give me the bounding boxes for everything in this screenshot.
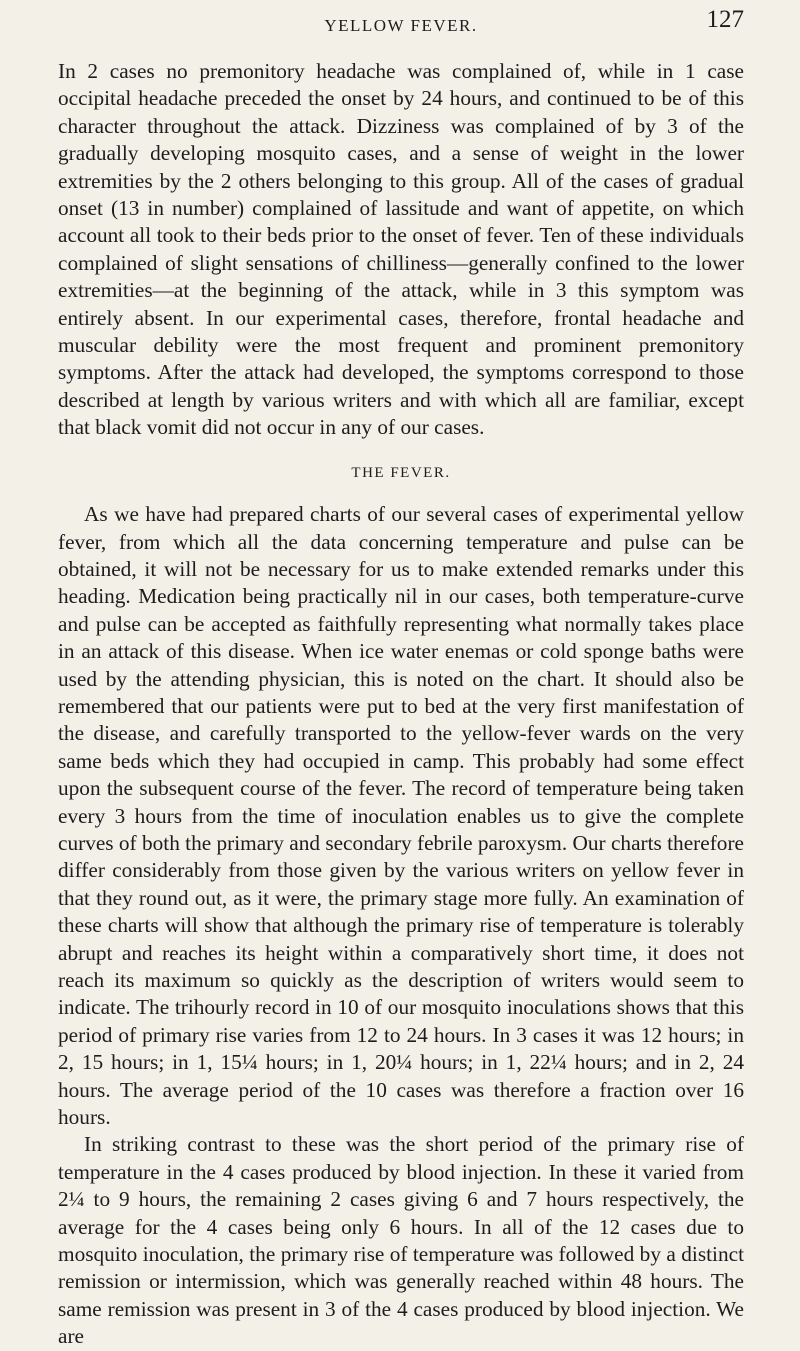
paragraph-blood-injection: In striking contrast to these was the short period of the primary rise of temperature in the 4 cases produced by blood injection. In these it varied from 2¼ to 9 hours, the remaining 2 cases giving 6 and 7 hours respectively, the average for the 4 cases being only 6 hours. In all of the 12 cases due to mosquito inoculation, the primary rise of temperature was followed by a distinct remission or intermission, which was generally reached within 48 hours. The same remission was present in 3 of the 4 cases produced by blood injection. We are — [58, 1132, 744, 1349]
running-head — [58, 0, 744, 58]
paragraph-fever-charts: As we have had prepared charts of our several cases of experimental yellow fever, from which all the data concerning temperature and pulse can be obtained, it will not be necessary for us to make extended remarks under this heading. Medication being practically nil in our cases, both temperature-curve and pulse can be accepted as faithfully representing what normally takes place in an attack of this disease. When ice water enemas or cold sponge baths were used by the attending physician, this is noted on the chart. It should also be remembered that our patients were put to bed at the very first manifestation of the disease, and carefully transported to the yellow-fever wards on the very same beds which they had occupied in camp. This probably had some effect upon the subsequent course of the fever. The record of temperature being taken every 3 hours from the time of inoculation enables us to give the complete curves of both the primary and secondary febrile paroxysm. Our charts therefore differ considerably from those given by the various writers on yellow fever in that they round out, as it were, the primary stage more fully. An examination of these charts will show that although the primary rise of temperature is tolerably abrupt and reaches its height within a comparatively short time, it does not reach its maximum so quickly as the description of writers would seem to indicate. The trihourly record in 10 of our mosquito inoculations shows that this period of primary rise varies from 12 to 24 hours. In 3 cases it was 12 hours; in 2, 15 hours; in 1, 15¼ hours; in 1, 20¼ hours; in 1, 22¼ hours; and in 2, 24 hours. The average period of the 10 cases was therefore a fraction over 16 hours. — [58, 502, 744, 1130]
paragraph-premonitory-symptoms: In 2 cases no premonitory headache was complained of, while in 1 case occipital headache preceded the onset by 24 hours, and continued to be of this character throughout the attack. Dizziness was complained of by 3 of the gradually developing mosquito cases, and a sense of weight in the lower extremities by the 2 others belonging to this group. All of the cases of gradual onset (13 in number) complained of lassitude and want of appetite, on which account all took to their beds prior to the onset of fever. Ten of these individuals complained of slight sensations of chilliness—generally confined to the lower extremities—at the beginning of the attack, while in 3 this symptom was entirely absent. In our experimental cases, therefore, frontal headache and muscular debility were the most frequent and prominent premonitory symptoms. After the attack had developed, the symptoms correspond to those described at length by various writers and with which all are familiar, except that black vomit did not occur in any of our cases. — [58, 59, 744, 440]
running-title: YELLOW FEVER. — [324, 16, 478, 35]
section-heading: THE FEVER. — [351, 464, 451, 481]
page-number: 127 — [706, 6, 744, 33]
body-text — [58, 58, 744, 1351]
